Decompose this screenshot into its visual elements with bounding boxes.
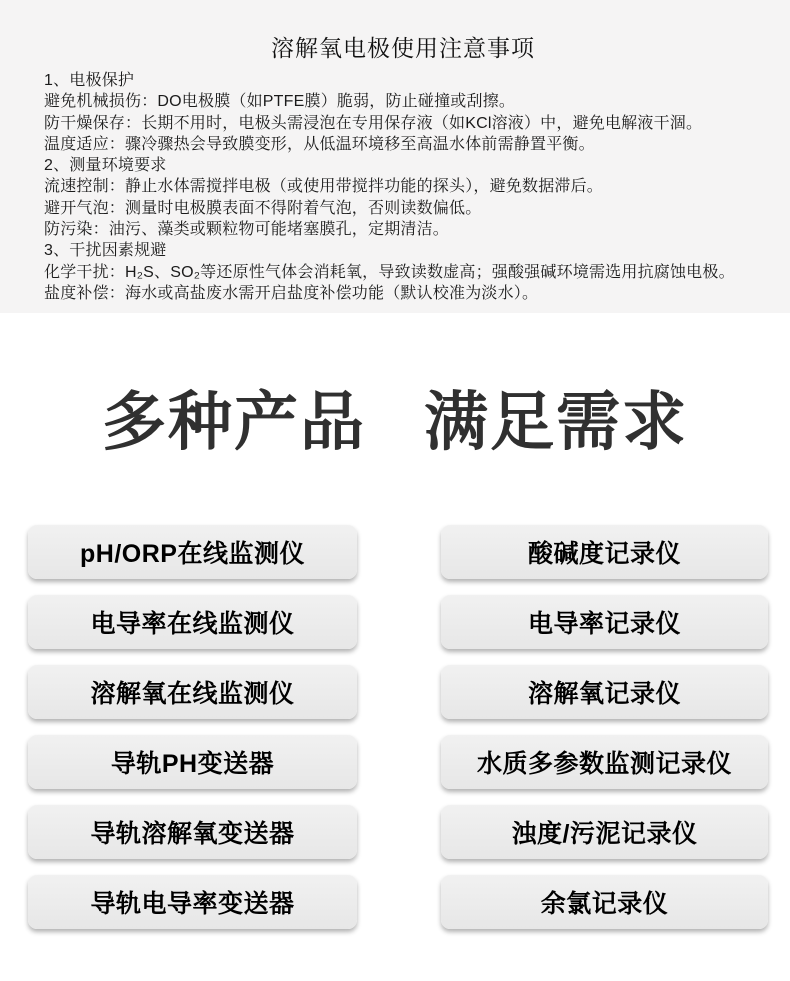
hero-heading-right: 满足需求	[424, 386, 688, 458]
product-button-rail-conductivity-transmitter[interactable]: 导轨电导率变送器	[28, 875, 357, 929]
notice-line-antifouling: 防污染：油污、藻类或颗粒物可能堵塞膜孔，定期清洁。	[44, 221, 450, 239]
product-button-rail-ph-transmitter[interactable]: 导轨PH变送器	[28, 735, 357, 789]
notice-title: 溶解氧电极使用注意事项	[271, 35, 535, 61]
product-column-right	[441, 525, 768, 929]
notice-line-chemical: 化学干扰：H₂S、SO₂等还原性气体会消耗氧，导致读数虚高；强酸强碱环境需选用抗腐蚀电极。	[44, 263, 735, 281]
notice-line-dry-storage: 防干燥保存：长期不用时，电极头需浸泡在专用保存液（如KCl溶液）中，避免电解液干涸。	[44, 114, 703, 132]
product-button-dissolved-oxygen-recorder[interactable]: 溶解氧记录仪	[441, 665, 768, 719]
product-grid	[0, 525, 790, 929]
notice-line-salinity: 盐度补偿：海水或高盐废水需开启盐度补偿功能（默认校准为淡水）。	[44, 284, 539, 302]
notice-line-item-3: 3、干扰因素规避	[44, 242, 167, 260]
product-button-conductivity-recorder[interactable]: 电导率记录仪	[441, 595, 768, 649]
notice-line-item-1: 1、电极保护	[44, 72, 135, 89]
notice-line-flow-control: 流速控制：静止水体需搅拌电极（或使用带搅拌功能的探头），避免数据滞后。	[44, 178, 604, 196]
product-button-rail-dissolved-oxygen-transmitter[interactable]: 导轨溶解氧变送器	[28, 805, 357, 859]
product-button-ph-orp-online-monitor[interactable]: pH/ORP在线监测仪	[28, 525, 357, 579]
product-button-residual-chlorine-recorder[interactable]: 余氯记录仪	[441, 875, 768, 929]
product-column-left	[28, 525, 357, 929]
product-button-turbidity-sludge-recorder[interactable]: 浊度/污泥记录仪	[441, 805, 768, 859]
notice-line-mechanical: 避免机械损伤：DO电极膜（如PTFE膜）脆弱，防止碰撞或刮擦。	[44, 93, 516, 111]
product-button-multiparameter-recorder[interactable]: 水质多参数监测记录仪	[441, 735, 768, 789]
hero-heading	[0, 385, 790, 459]
hero-heading-left: 多种产品	[102, 386, 366, 458]
notice-line-item-2: 2、测量环境要求	[44, 157, 167, 175]
product-button-dissolved-oxygen-online-monitor[interactable]: 溶解氧在线监测仪	[28, 665, 357, 719]
notice-section	[0, 0, 790, 313]
product-button-ph-recorder[interactable]: 酸碱度记录仪	[441, 525, 768, 579]
notice-line-bubbles: 避开气泡：测量时电极膜表面不得附着气泡，否则读数偏低。	[44, 199, 482, 217]
product-button-conductivity-online-monitor[interactable]: 电导率在线监测仪	[28, 595, 357, 649]
notice-line-temperature: 温度适应：骤冷骤热会导致膜变形，从低温环境移至高温水体前需静置平衡。	[44, 135, 595, 153]
